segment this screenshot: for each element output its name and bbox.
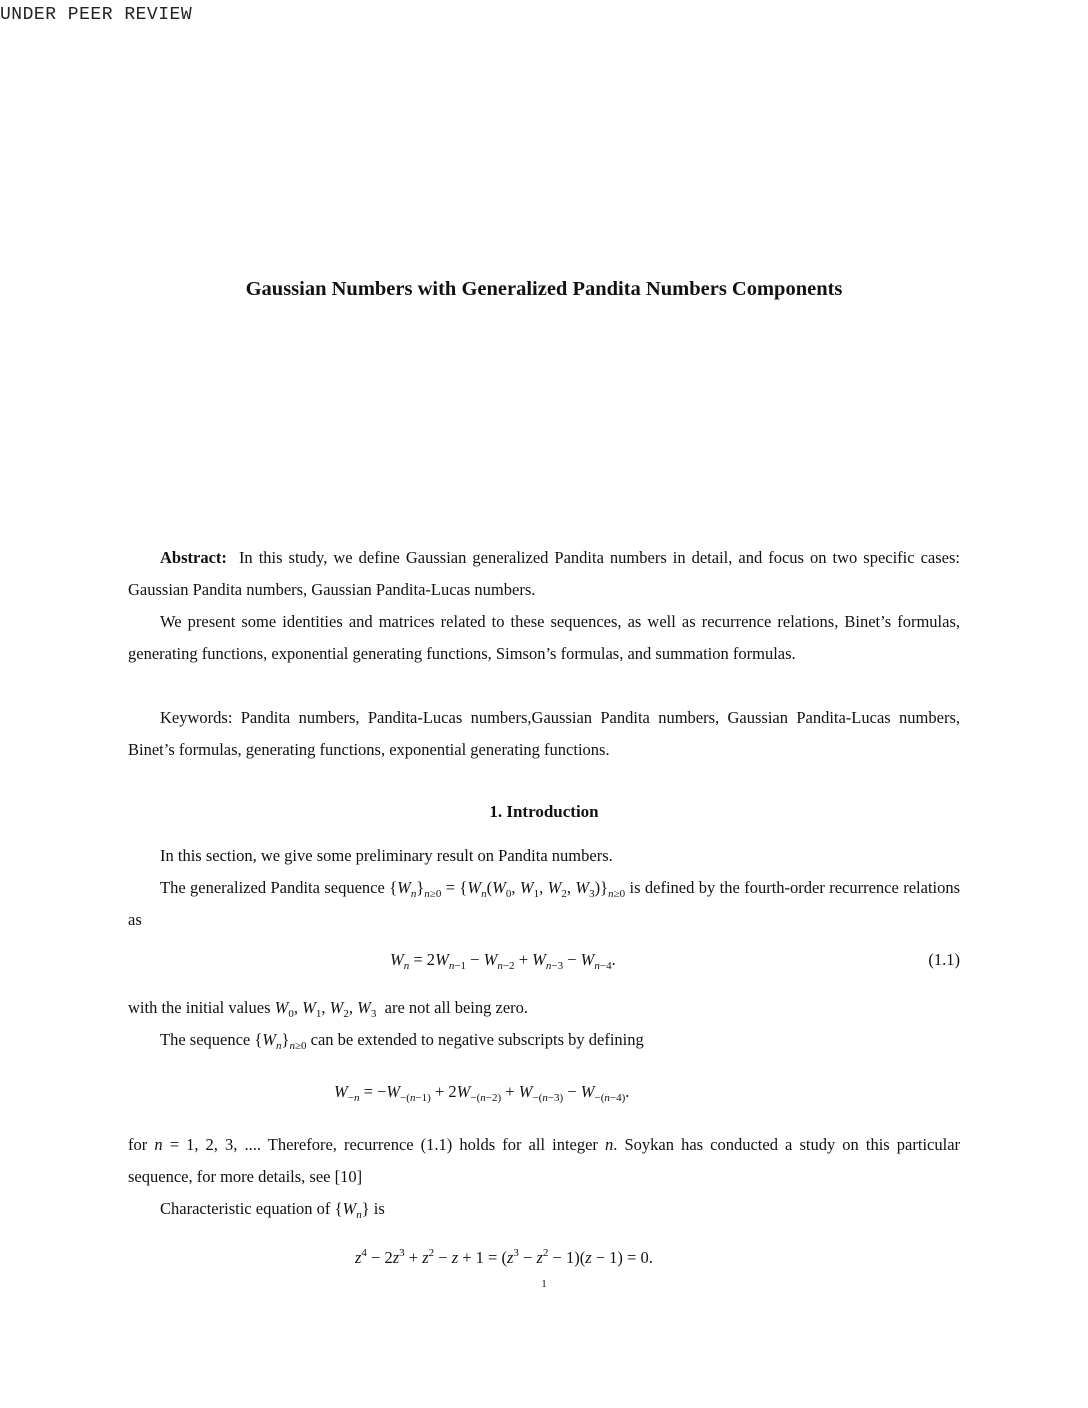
- initial-values-after: are not all being zero.: [384, 998, 529, 1017]
- initial-values-text: with the initial values $W_0$, $W_1$, $W_2$, $W_3$ are not all being zero.: [128, 998, 529, 1020]
- abstract-paragraph-2: We present some identities and matrices related to these sequences, as well as recurrence relations, Binet’s formulas, generating functions, exponential generating functions, Simson’s formulas, and summation formulas.: [128, 612, 960, 663]
- recurrence-note-paragraph: for n = 1, 2, 3, .... Therefore, recurrence (1.1) holds for all integer n. Soykan has conducted a study on this particular sequence, for more details, see [10]: [128, 1135, 961, 1186]
- equation-number: (1.1): [928, 950, 960, 969]
- definition-paragraph: The generalized Pandita sequence $\{W_n\}_{n\ge 0} = \{W_n(W_0$, $W_1$, $W_2$, $W_3)\}_{n\ge 0}$ is defined by the fourth-order recurrence relations as: [128, 878, 961, 929]
- equation-1-1: $W_n = 2W_{n-1} - W_{n-2} + W_{n-3} - W_{n-4}$.: [390, 950, 616, 972]
- definition-text-after: is defined by the fourth-order recurrence relations as: [128, 878, 961, 929]
- initial-values-before: with the initial values: [128, 998, 271, 1017]
- keywords: Keywords: Pandita numbers, Pandita-Lucas numbers,Gaussian Pandita numbers, Gaussian Pandita-Lucas numbers, Binet’s formulas, generating functions, exponential generating functions.: [128, 708, 960, 759]
- abstract-text: In this study, we define Gaussian generalized Pandita numbers in detail, and focus on two specific cases: Gaussian Pandita numbers, Gaussian Pandita-Lucas numbers.: [128, 548, 960, 599]
- abstract-paragraph: [128, 542, 960, 606]
- extend-after: can be extended to negative subscripts by defining: [310, 1030, 644, 1049]
- extend-before: The sequence: [160, 1030, 251, 1049]
- paper-title: Gaussian Numbers with Generalized Pandita Numbers Components: [245, 278, 843, 300]
- section-heading: 1. Introduction: [489, 802, 599, 821]
- for-text-after: . Soykan has conducted a study on this particular sequence, for more details, see [10]: [128, 1135, 961, 1186]
- characteristic-paragraph: Characteristic equation of $\{W_n\}$ is: [160, 1199, 385, 1221]
- definition-text-before: The generalized Pandita sequence: [160, 878, 385, 897]
- for-text-mid: = 1, 2, 3, .... Therefore, recurrence (1.1) holds for all integer: [169, 1135, 598, 1154]
- char-before: Characteristic equation of: [160, 1199, 331, 1218]
- intro-paragraph: In this section, we give some preliminary result on Pandita numbers.: [160, 846, 613, 865]
- char-after: is: [373, 1199, 385, 1218]
- for-text-before: for: [128, 1135, 148, 1154]
- characteristic-equation: $z^4 - 2z^3 + z^2 - z + 1 = (z^3 - z^2 - 1)(z - 1) = 0$.: [355, 1247, 653, 1267]
- abstract-label: Abstract:: [160, 548, 227, 567]
- watermark: UNDER PEER REVIEW: [0, 5, 193, 25]
- page-number: 1: [541, 1278, 547, 1290]
- negative-index-equation: $W_{-n} = -W_{-(n-1)} + 2W_{-(n-2)} + W_{-(n-3)} - W_{-(n-4)}$.: [334, 1082, 630, 1104]
- extension-paragraph: The sequence $\{W_n\}_{n\ge 0}$ can be extended to negative subscripts by defining: [160, 1030, 644, 1052]
